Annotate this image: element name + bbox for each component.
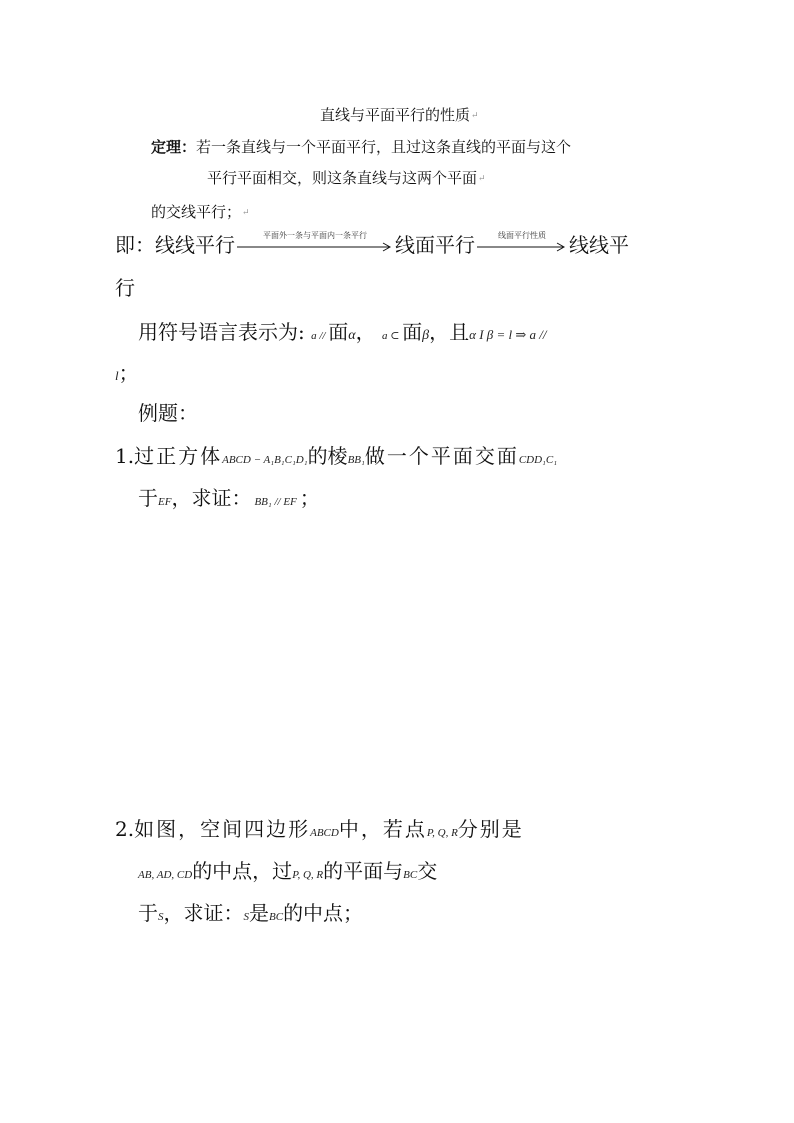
problem-1-line-1: 1.过正方体ABCD − A₁B₁C₁D₁的棱BB₁做一个平面交面CDD₁C₁ — [115, 444, 558, 468]
return-mark-icon: ↵ — [478, 174, 486, 184]
summary-prefix: 即：线线平行 — [115, 233, 235, 257]
return-mark-icon: ↵ — [242, 208, 250, 218]
summary-line — [115, 229, 629, 258]
summary-wrap: 行 — [115, 276, 135, 300]
summary-middle: 线面平行 — [395, 233, 475, 257]
problem-1-line-2: 于EF，求证： BB₁ // EF ； — [138, 486, 320, 510]
summary-suffix: 线线平 — [569, 233, 629, 257]
theorem-text-1: 若一条直线与一个平面平行，且过这条直线的平面与这个 — [196, 138, 572, 156]
problem-2-line-3: 于S，求证：S是BC的中点； — [138, 901, 364, 925]
problem-1-number: 1. — [115, 444, 135, 468]
arrow-2 — [477, 230, 567, 252]
theorem-label: 定理： — [151, 138, 197, 156]
right-arrow-icon — [477, 242, 567, 252]
theorem-line-1 — [151, 136, 571, 157]
arrow-1 — [237, 230, 393, 252]
symbolic-lead: 用符号语言表示为: — [138, 320, 305, 344]
arrow-1-label: 平面外一条与平面内一条平行 — [263, 230, 367, 240]
page-title: 直线与平面平行的性质↵ — [320, 106, 479, 124]
examples-label: 例题： — [138, 401, 198, 425]
theorem-line-3: 的交线平行；↵ — [151, 203, 250, 221]
theorem-line-2: 平行平面相交，则这条直线与这两个平面↵ — [207, 169, 486, 187]
problem-2-number: 2. — [115, 817, 135, 841]
symbolic-wrap: l； — [115, 361, 139, 385]
arrow-2-label: 线面平行性质 — [498, 230, 546, 240]
symbolic-line: 用符号语言表示为: a // 面α， a ⊂ 面β，且α I β = l ⇒ a // — [138, 320, 547, 344]
right-arrow-icon — [237, 242, 393, 252]
return-mark-icon: ↵ — [471, 111, 479, 121]
problem-2-line-1: 2.如图，空间四边形ABCD中，若点P, Q, R分别是 — [115, 817, 524, 841]
problem-2-line-2: AB, AD, CD的中点，过P, Q, R的平面与BC交 — [138, 859, 438, 883]
